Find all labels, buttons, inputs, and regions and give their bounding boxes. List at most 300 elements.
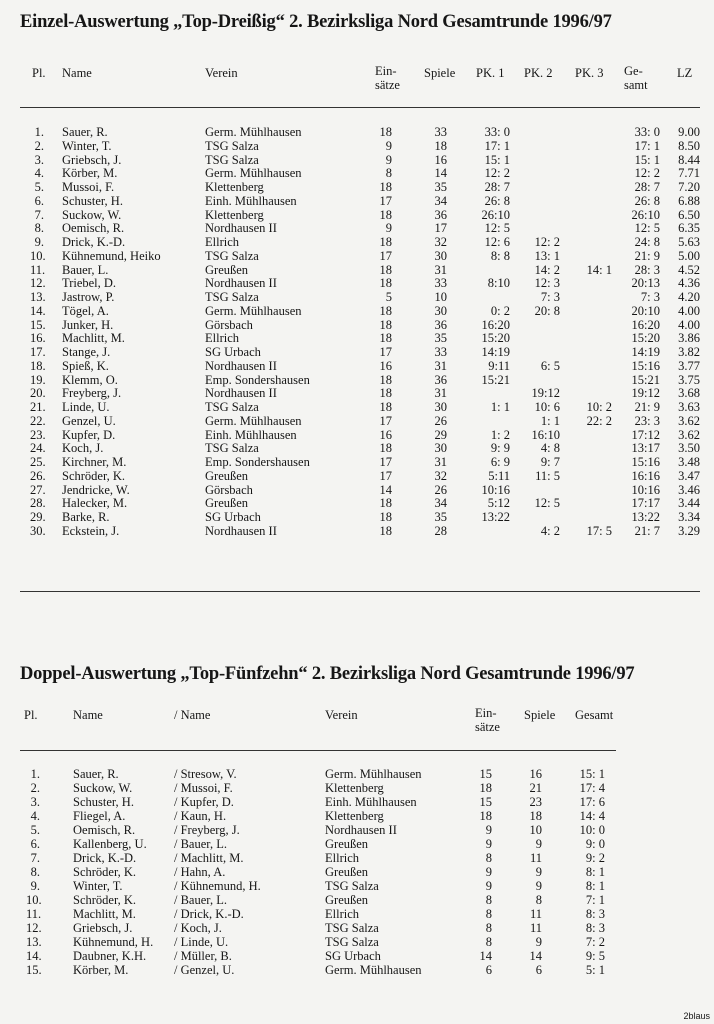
cell-pl: 25. [30, 455, 46, 469]
double-header-einsaetze-2: sätze [475, 720, 500, 734]
table-row [0, 810, 714, 823]
cell-lz: 3.62 [678, 427, 700, 442]
single-header-rule [20, 107, 700, 108]
cell-gesamt: 12: 5 [634, 221, 660, 236]
cell-ein: 18 [379, 276, 392, 291]
cell-verein: TSG Salza [325, 879, 379, 893]
cell-lz: 3.82 [678, 345, 700, 359]
cell-spiele: 17 [434, 221, 447, 236]
cell-pk1: 1: 1 [490, 400, 510, 414]
cell-pl: 2. [34, 138, 44, 153]
cell-spiele: 23 [529, 795, 542, 809]
single-header-verein: Verein [205, 66, 238, 80]
cell-pl: 22. [30, 413, 46, 428]
cell-gesamt: 14: 4 [579, 809, 605, 823]
cell-pl: 13. [26, 935, 42, 949]
cell-spiele: 10 [434, 290, 447, 304]
cell-gesamt: 5: 1 [585, 963, 605, 977]
table-row [0, 511, 714, 524]
cell-ein: 18 [379, 262, 392, 277]
cell-spiele: 34 [434, 193, 447, 208]
cell-verein: Germ. Mühlhausen [205, 125, 302, 139]
cell-spiele: 8 [535, 893, 542, 907]
cell-pk1: 33: 0 [484, 125, 510, 139]
cell-gesamt: 17:17 [631, 496, 660, 511]
cell-lz: 9.00 [678, 125, 700, 139]
cell-pk1: 0: 2 [490, 303, 510, 318]
cell-lz: 3.63 [678, 400, 700, 414]
cell-lz: 3.50 [678, 441, 700, 456]
cell-pk1: 15:21 [481, 372, 510, 387]
cell-gesamt: 28: 7 [634, 180, 660, 194]
cell-name: Schröder, K. [73, 865, 137, 879]
cell-lz: 6.88 [678, 193, 700, 208]
cell-verein: Klettenberg [325, 809, 384, 823]
cell-pk1: 15:20 [481, 331, 510, 346]
table-row [0, 768, 714, 781]
cell-gesamt: 8: 1 [585, 879, 605, 893]
cell-pl: 4. [34, 166, 44, 181]
table-row [0, 222, 714, 235]
cell-spiele: 26 [434, 482, 447, 497]
cell-pk2: 10: 6 [534, 400, 560, 414]
cell-pl: 15. [30, 317, 46, 332]
cell-name: Suckow, W. [62, 207, 122, 222]
cell-ein: 8 [485, 935, 492, 949]
cell-name: Kühnemund, Heiko [62, 248, 161, 263]
cell-ein: 8 [385, 166, 392, 181]
cell-ein: 18 [379, 441, 392, 456]
cell-pl: 5. [30, 823, 40, 837]
cell-gesamt: 16:16 [631, 468, 660, 483]
cell-pl: 6. [30, 837, 40, 851]
table-row [0, 291, 714, 304]
single-header-name: Name [62, 66, 92, 80]
cell-lz: 4.52 [678, 262, 700, 277]
single-header-spiele: Spiele [424, 66, 456, 80]
table-row [0, 525, 714, 538]
cell-ein: 18 [379, 496, 392, 511]
cell-pk2: 12: 3 [534, 276, 560, 291]
cell-name: Klemm, O. [62, 372, 118, 387]
cell-ein: 18 [379, 386, 392, 401]
cell-spiele: 11 [529, 851, 542, 865]
cell-name: Mussoi, F. [62, 180, 115, 194]
double-header-rule [20, 750, 616, 751]
cell-ein: 14 [479, 949, 492, 963]
cell-pl: 18. [30, 358, 46, 373]
table-row [0, 346, 714, 359]
cell-name2: / Freyberg, J. [174, 823, 240, 837]
cell-verein: Germ. Mühlhausen [325, 767, 422, 781]
cell-gesamt: 24: 8 [634, 235, 660, 249]
cell-name: Kühnemund, H. [73, 935, 154, 949]
cell-name: Oemisch, R. [62, 221, 125, 236]
table-row [0, 838, 714, 851]
cell-name2: / Bauer, L. [174, 837, 227, 851]
table-row [0, 374, 714, 387]
cell-pl: 21. [30, 400, 46, 414]
cell-lz: 3.62 [678, 413, 700, 428]
cell-gesamt: 16:20 [631, 317, 660, 332]
single-header-lz: LZ [677, 66, 693, 80]
cell-lz: 3.47 [678, 468, 700, 483]
cell-verein: TSG Salza [325, 921, 379, 935]
cell-name2: / Bauer, L. [174, 893, 227, 907]
cell-lz: 8.50 [678, 138, 700, 153]
cell-name: Sauer, R. [62, 125, 108, 139]
cell-name: Kupfer, D. [62, 427, 116, 442]
cell-pk2: 12: 2 [534, 235, 560, 249]
cell-verein: SG Urbach [325, 949, 381, 963]
cell-verein: Görsbach [205, 482, 253, 497]
cell-verein: TSG Salza [325, 935, 379, 949]
cell-pl: 7. [34, 207, 44, 222]
cell-gesamt: 17: 1 [634, 138, 660, 153]
cell-spiele: 35 [434, 331, 447, 346]
table-row [0, 456, 714, 469]
table-row [0, 880, 714, 893]
cell-spiele: 31 [434, 358, 447, 373]
double-header-verein: Verein [325, 708, 358, 722]
single-header-pk1: PK. 1 [476, 66, 505, 80]
cell-pl: 29. [30, 510, 46, 524]
cell-verein: Nordhausen II [205, 386, 277, 401]
cell-spiele: 28 [434, 523, 447, 538]
cell-verein: Emp. Sondershausen [205, 455, 310, 469]
cell-name: Koch, J. [62, 441, 104, 456]
cell-verein: SG Urbach [205, 345, 261, 359]
cell-verein: Germ. Mühlhausen [205, 413, 302, 428]
cell-spiele: 30 [434, 248, 447, 263]
cell-gesamt: 17: 4 [579, 781, 605, 795]
cell-pk1: 12: 2 [484, 166, 510, 181]
table-row [0, 154, 714, 167]
cell-ein: 18 [479, 781, 492, 795]
cell-verein: TSG Salza [205, 290, 259, 304]
cell-lz: 3.77 [678, 358, 700, 373]
cell-gesamt: 17: 6 [579, 795, 605, 809]
cell-name: Daubner, K.H. [73, 949, 147, 963]
cell-name2: / Stresow, V. [174, 767, 237, 781]
cell-name: Linde, U. [62, 400, 110, 414]
cell-pl: 17. [30, 345, 46, 359]
cell-verein: TSG Salza [205, 400, 259, 414]
cell-pk3: 10: 2 [586, 400, 612, 414]
cell-spiele: 18 [434, 138, 447, 153]
cell-gesamt: 10: 0 [579, 823, 605, 837]
cell-gesamt: 8: 3 [585, 921, 605, 935]
cell-ein: 17 [379, 193, 392, 208]
cell-name: Suckow, W. [73, 781, 133, 795]
table-row [0, 236, 714, 249]
cell-verein: Klettenberg [205, 180, 264, 194]
cell-pl: 9. [30, 879, 40, 893]
cell-gesamt: 9: 0 [585, 837, 605, 851]
cell-spiele: 32 [434, 468, 447, 483]
cell-ein: 9 [485, 837, 492, 851]
cell-pk1: 17: 1 [484, 138, 510, 153]
cell-pl: 3. [34, 152, 44, 167]
double-header-name2: / Name [174, 708, 211, 722]
cell-verein: TSG Salza [205, 441, 259, 456]
cell-name: Genzel, U. [62, 413, 116, 428]
cell-name: Machlitt, M. [73, 907, 136, 921]
cell-verein: Ellrich [205, 235, 240, 249]
cell-pk1: 8:10 [487, 276, 510, 291]
cell-ein: 18 [379, 317, 392, 332]
cell-gesamt: 26:10 [631, 207, 660, 222]
cell-pl: 14. [26, 949, 42, 963]
cell-pl: 9. [34, 235, 44, 249]
cell-pk2: 7: 3 [540, 290, 560, 304]
cell-name: Machlitt, M. [62, 331, 125, 346]
cell-gesamt: 9: 5 [585, 949, 605, 963]
cell-spiele: 9 [535, 865, 542, 879]
cell-name: Schröder, K. [73, 893, 137, 907]
cell-pl: 2. [30, 781, 40, 795]
cell-pl: 20. [30, 386, 46, 401]
cell-pk1: 5:11 [488, 468, 510, 483]
cell-pl: 1. [34, 125, 44, 139]
cell-pk3: 17: 5 [586, 523, 612, 538]
cell-gesamt: 26: 8 [634, 193, 660, 208]
cell-spiele: 6 [535, 963, 542, 977]
cell-pl: 4. [30, 809, 40, 823]
cell-name: Eckstein, J. [62, 523, 120, 538]
table-row [0, 470, 714, 483]
cell-spiele: 34 [434, 496, 447, 511]
cell-verein: Ellrich [205, 331, 240, 346]
cell-spiele: 35 [434, 180, 447, 194]
cell-pk1: 8: 8 [490, 248, 510, 263]
cell-pl: 19. [30, 372, 46, 387]
single-header-einsaetze-1: Ein- [375, 64, 397, 78]
cell-pl: 13. [30, 290, 46, 304]
cell-ein: 9 [485, 865, 492, 879]
cell-name: Oemisch, R. [73, 823, 136, 837]
table-row [0, 387, 714, 400]
table-row [0, 796, 714, 809]
cell-pk2: 4: 8 [540, 441, 560, 456]
cell-name: Halecker, M. [62, 496, 128, 511]
cell-spiele: 32 [434, 235, 447, 249]
cell-spiele: 14 [434, 166, 447, 181]
cell-name: Sauer, R. [73, 767, 119, 781]
cell-gesamt: 7: 1 [585, 893, 605, 907]
cell-name: Schuster, H. [62, 193, 123, 208]
cell-name: Winter, T. [73, 879, 123, 893]
cell-verein: Einh. Mühlhausen [325, 795, 417, 809]
cell-ein: 8 [485, 907, 492, 921]
cell-gesamt: 33: 0 [634, 125, 660, 139]
cell-ein: 15 [479, 795, 492, 809]
cell-gesamt: 9: 2 [585, 851, 605, 865]
cell-ein: 9 [485, 823, 492, 837]
cell-name: Griebsch, J. [73, 921, 133, 935]
cell-name: Körber, M. [73, 963, 129, 977]
table-row [0, 250, 714, 263]
single-header-pk3: PK. 3 [575, 66, 604, 80]
cell-spiele: 26 [434, 413, 447, 428]
cell-spiele: 30 [434, 400, 447, 414]
cell-name2: / Drick, K.-D. [174, 907, 244, 921]
cell-pk2: 6: 5 [540, 358, 560, 373]
cell-verein: Klettenberg [325, 781, 384, 795]
cell-name: Griebsch, J. [62, 152, 122, 167]
cell-spiele: 9 [535, 935, 542, 949]
cell-pk1: 12: 6 [484, 235, 510, 249]
cell-verein: TSG Salza [205, 248, 259, 263]
cell-pl: 16. [30, 331, 46, 346]
cell-pl: 5. [34, 180, 44, 194]
single-title: Einzel-Auswertung „Top-Dreißig“ 2. Bezirksliga Nord Gesamtrunde 1996/97 [20, 12, 612, 32]
cell-gesamt: 8: 3 [585, 907, 605, 921]
cell-gesamt: 21: 9 [634, 248, 660, 263]
cell-name: Schröder, K. [62, 468, 126, 483]
footer-mark: 2blaus [683, 1011, 710, 1021]
cell-verein: TSG Salza [205, 152, 259, 167]
cell-gesamt: 20:10 [631, 303, 660, 318]
cell-gesamt: 13:17 [631, 441, 660, 456]
cell-pl: 7. [30, 851, 40, 865]
cell-ein: 18 [379, 400, 392, 414]
cell-lz: 3.48 [678, 455, 700, 469]
double-header-pl: Pl. [24, 708, 38, 722]
cell-spiele: 30 [434, 441, 447, 456]
cell-lz: 5.00 [678, 248, 700, 263]
cell-name: Tögel, A. [62, 303, 109, 318]
cell-lz: 6.50 [678, 207, 700, 222]
cell-name: Barke, R. [62, 510, 110, 524]
cell-pk1: 1: 2 [490, 427, 510, 442]
cell-spiele: 21 [529, 781, 542, 795]
table-row [0, 824, 714, 837]
cell-pk2: 13: 1 [534, 248, 560, 263]
cell-name: Freyberg, J. [62, 386, 122, 401]
cell-name2: / Mussoi, F. [174, 781, 233, 795]
table-row [0, 181, 714, 194]
cell-spiele: 9 [535, 837, 542, 851]
table-row [0, 167, 714, 180]
table-row [0, 497, 714, 510]
cell-verein: SG Urbach [205, 510, 261, 524]
cell-pl: 11. [30, 262, 46, 277]
table-row [0, 964, 714, 977]
cell-verein: Nordhausen II [325, 823, 397, 837]
cell-gesamt: 19:12 [631, 386, 660, 401]
cell-verein: Nordhausen II [205, 221, 277, 236]
cell-name: Bauer, L. [62, 262, 109, 277]
cell-name2: / Koch, J. [174, 921, 222, 935]
cell-lz: 4.20 [678, 290, 700, 304]
cell-pl: 11. [26, 907, 42, 921]
cell-name2: / Kühnemund, H. [174, 879, 261, 893]
cell-ein: 18 [379, 372, 392, 387]
cell-pk2: 12: 5 [534, 496, 560, 511]
cell-name2: / Genzel, U. [174, 963, 235, 977]
cell-ein: 18 [379, 510, 392, 524]
cell-ein: 9 [385, 152, 392, 167]
cell-pl: 24. [30, 441, 46, 456]
cell-ein: 8 [485, 851, 492, 865]
cell-verein: Görsbach [205, 317, 253, 332]
cell-verein: Nordhausen II [205, 276, 277, 291]
cell-name2: / Müller, B. [174, 949, 232, 963]
cell-spiele: 35 [434, 510, 447, 524]
cell-verein: Emp. Sondershausen [205, 372, 310, 387]
cell-pk2: 9: 7 [540, 455, 560, 469]
cell-verein: Klettenberg [205, 207, 264, 222]
table-row [0, 894, 714, 907]
cell-name: Winter, T. [62, 138, 112, 153]
cell-verein: Greußen [325, 865, 369, 879]
cell-name2: / Linde, U. [174, 935, 229, 949]
cell-gesamt: 17:12 [631, 427, 660, 442]
cell-name: Körber, M. [62, 166, 118, 181]
table-row [0, 936, 714, 949]
double-header-gesamt: Gesamt [575, 708, 614, 722]
table-row [0, 908, 714, 921]
cell-name: Kirchner, M. [62, 455, 127, 469]
cell-name2: / Machlitt, M. [174, 851, 244, 865]
table-row [0, 195, 714, 208]
cell-pk1: 26:10 [481, 207, 510, 222]
cell-verein: Germ. Mühlhausen [205, 303, 302, 318]
cell-gesamt: 7: 3 [640, 290, 660, 304]
cell-spiele: 9 [535, 879, 542, 893]
cell-pl: 6. [34, 193, 44, 208]
cell-spiele: 36 [434, 372, 447, 387]
cell-lz: 5.63 [678, 235, 700, 249]
cell-gesamt: 21: 7 [634, 523, 660, 538]
cell-pk1: 15: 1 [484, 152, 510, 167]
cell-lz: 3.75 [678, 372, 700, 387]
table-row [0, 866, 714, 879]
cell-ein: 9 [485, 879, 492, 893]
cell-name: Drick, K.-D. [62, 235, 126, 249]
table-row [0, 852, 714, 865]
cell-name: Triebel, D. [62, 276, 117, 291]
cell-ein: 14 [379, 482, 392, 497]
cell-spiele: 36 [434, 207, 447, 222]
single-header-gesamt-2: samt [624, 78, 648, 92]
cell-verein: Greußen [205, 496, 249, 511]
cell-verein: Einh. Mühlhausen [205, 193, 297, 208]
cell-name: Schuster, H. [73, 795, 134, 809]
cell-verein: Nordhausen II [205, 358, 277, 373]
cell-ein: 9 [385, 138, 392, 153]
cell-pl: 30. [30, 523, 46, 538]
single-header-pk2: PK. 2 [524, 66, 553, 80]
cell-lz: 4.00 [678, 303, 700, 318]
cell-spiele: 33 [434, 345, 447, 359]
table-row [0, 319, 714, 332]
cell-gesamt: 28: 3 [634, 262, 660, 277]
cell-ein: 18 [379, 235, 392, 249]
cell-spiele: 11 [529, 907, 542, 921]
cell-ein: 17 [379, 468, 392, 483]
cell-ein: 8 [485, 893, 492, 907]
single-header-gesamt-1: Ge- [624, 64, 643, 78]
table-row [0, 922, 714, 935]
cell-ein: 18 [379, 125, 392, 139]
cell-lz: 4.00 [678, 317, 700, 332]
cell-pl: 28. [30, 496, 46, 511]
cell-pk1: 13:22 [481, 510, 510, 524]
double-header-einsaetze-1: Ein- [475, 706, 497, 720]
cell-pl: 1. [30, 767, 40, 781]
